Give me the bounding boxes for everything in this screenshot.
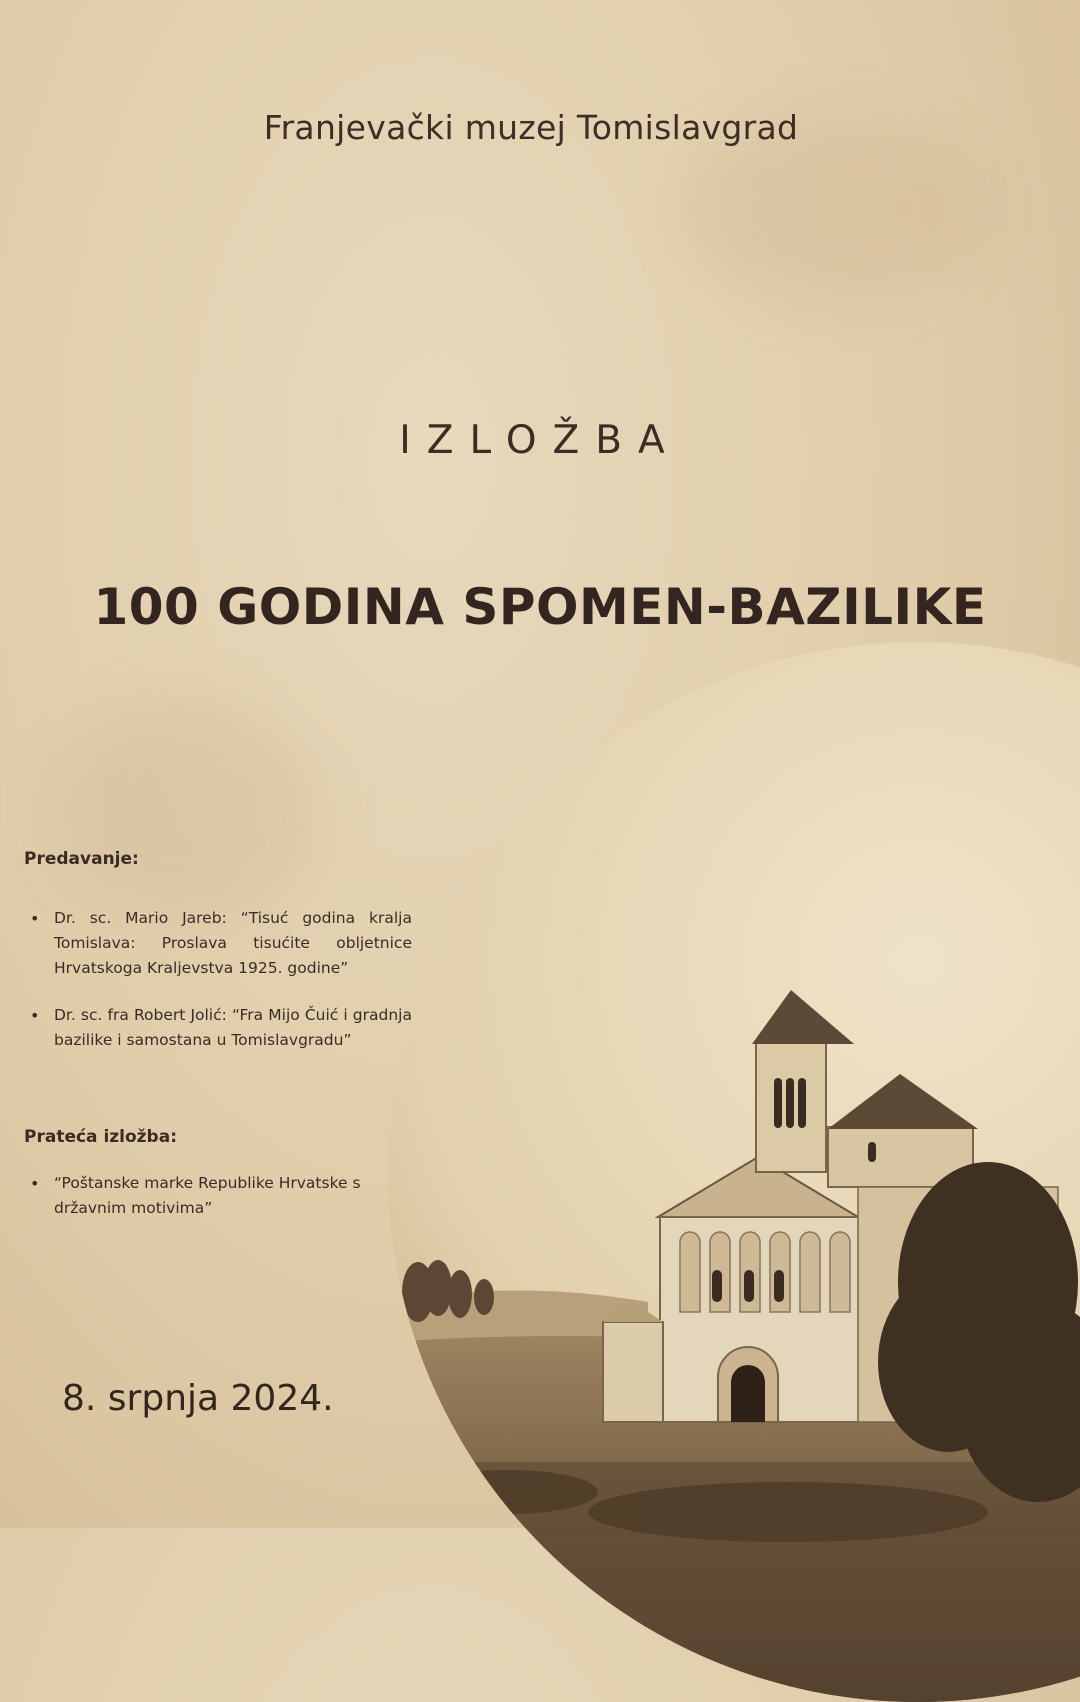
event-label: IZLOŽBA [399, 418, 681, 463]
paper-stain [60, 700, 320, 920]
list-item: • Dr. sc. fra Robert Jolić: “Fra Mijo Čuić i gradnja bazilike i samostana u Tomislavgradu” [54, 1003, 412, 1053]
basilica-photo [388, 642, 1080, 1702]
museum-name: Franjevački muzej Tomislavgrad [263, 108, 799, 147]
list-item: • Dr. sc. Mario Jareb: “Tisuć godina kralja Tomislava: Proslava tisućite obljetnice Hrvatskoga Kraljevstva 1925. godine” [54, 906, 412, 981]
list-item: • “Poštanske marke Republike Hrvatske s državnim motivima” [54, 1171, 366, 1221]
side-exhibition-list [24, 1171, 366, 1243]
lectures-list [24, 906, 412, 1075]
paper-stain [680, 120, 980, 300]
lectures-heading: Predavanje: [24, 849, 139, 869]
side-exhibition-heading: Prateća izložba: [24, 1127, 177, 1147]
event-date: 8. srpnja 2024. [62, 1378, 334, 1419]
exhibition-title: 100 GODINA SPOMEN-BAZILIKE [93, 578, 987, 636]
